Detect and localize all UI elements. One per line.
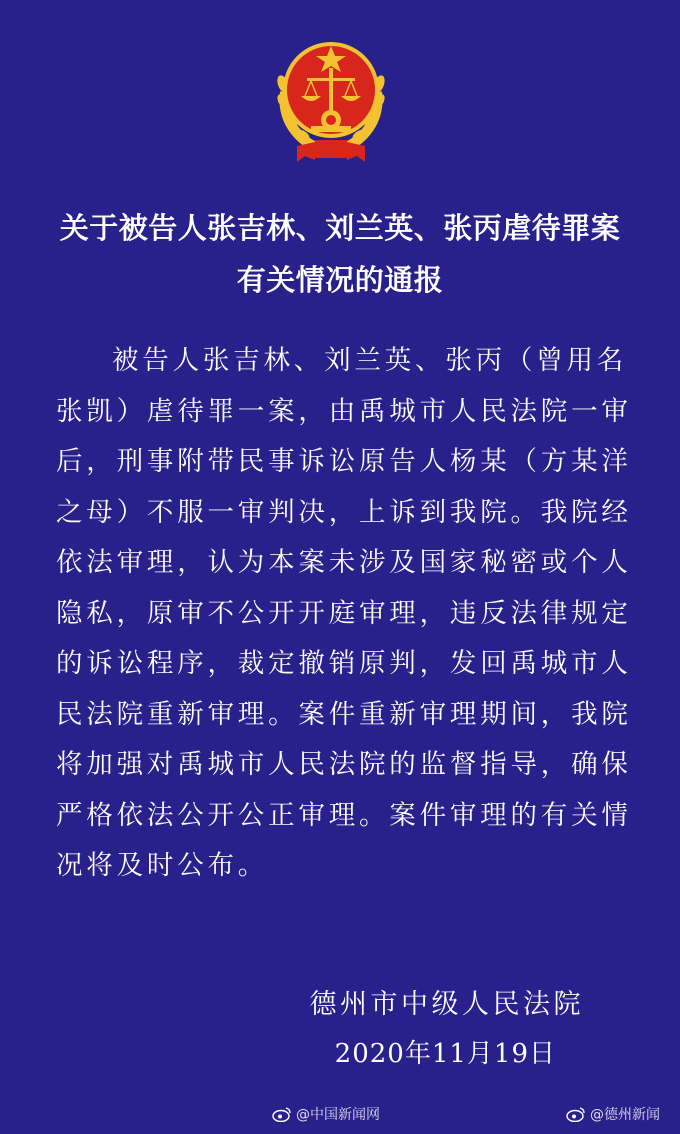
weibo-icon <box>566 1106 586 1122</box>
notice-title-line1: 关于被告人张吉林、刘兰英、张丙虐待罪案 <box>59 211 621 245</box>
body-line: 后，刑事附带民事诉讼原告人杨某（方某洋 <box>56 446 632 477</box>
watermark-source-right <box>566 1104 660 1124</box>
body-line: 的诉讼程序，裁定撤销原判，发回禹城市人 <box>56 648 632 679</box>
watermark-source-left <box>272 1104 380 1124</box>
body-line: 张凯）虐待罪一案，由禹城市人民法院一审 <box>56 395 632 427</box>
watermark-right-text: @德州新闻 <box>590 1107 660 1123</box>
body-line: 隐私，原审不公开开庭审理，违反法律规定 <box>56 597 632 629</box>
notice-body <box>56 336 630 892</box>
body-line: 民法院重新审理。案件重新审理期间，我院 <box>56 698 632 730</box>
watermark-left-text: @中国新闻网 <box>296 1107 380 1123</box>
weibo-icon <box>272 1106 292 1122</box>
signature-date: 2020年11月19日 <box>334 1039 556 1069</box>
body-line: 被告人张吉林、刘兰英、张丙（曾用名 <box>112 345 628 376</box>
notice-title-line2: 有关情况的通报 <box>236 263 444 297</box>
body-line: 依法审理，认为本案未涉及国家秘密或个人 <box>56 547 632 578</box>
body-line: 况将及时公布。 <box>56 850 269 881</box>
body-line: 之母）不服一审判决，上诉到我院。我院经 <box>56 496 632 528</box>
body-line: 严格依法公开公正审理。案件审理的有关情 <box>56 799 632 831</box>
body-line: 将加强对禹城市人民法院的监督指导，确保 <box>56 749 632 780</box>
court-emblem-icon <box>271 34 391 166</box>
signature-court: 德州市中级人民法院 <box>309 989 584 1020</box>
